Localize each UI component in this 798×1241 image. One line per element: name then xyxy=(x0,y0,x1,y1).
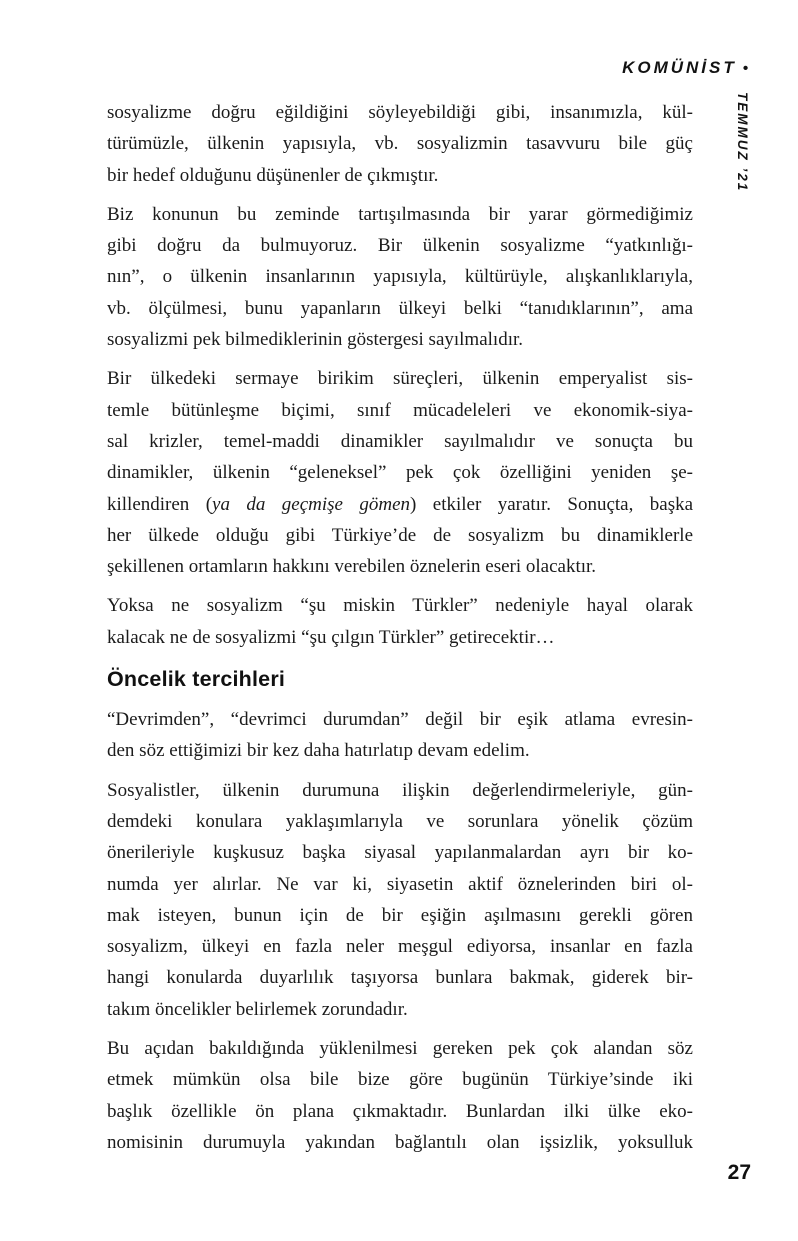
text-line: sosyalizme doğru eğildiğini söyleyebildiği gibi, insanımızla, kül- xyxy=(107,102,693,123)
paragraph xyxy=(107,590,693,653)
paragraph xyxy=(107,363,693,582)
text-line: etmek mümkün olsa bile bize göre bugünün Türkiye’sinde iki xyxy=(107,1069,693,1091)
magazine-title: KOMÜNİST xyxy=(622,58,737,77)
paragraph xyxy=(107,775,693,1025)
text-segment: killendiren ( xyxy=(107,493,213,515)
text-line: den söz ettiğimizi bir kez daha hatırlatıp devam edelim. xyxy=(107,740,530,762)
text-line: sal krizler, temel-maddi dinamikler sayılmalıdır ve sonuçta bu xyxy=(107,430,693,452)
text-line: bir hedef olduğunu düşünenler de çıkmıştır. xyxy=(107,164,439,186)
text-line: demdeki konulara yaklaşımlarıyla ve sorunlara yönelik çözüm xyxy=(107,810,693,832)
text-line: her ülkede olduğu gibi Türkiye’de de sosyalizm bu dinamiklerle xyxy=(107,524,693,546)
text-line: vb. ölçülmesi, bunu yapanların ülkeyi belki “tanıdıklarının”, ama xyxy=(107,297,693,319)
text-line: Bu açıdan bakıldığında yüklenilmesi gereken pek çok alandan söz xyxy=(107,1038,693,1060)
text-line: dinamikler, ülkenin “geleneksel” pek çok özelliğini yeniden şe- xyxy=(107,462,693,484)
text-line: başlık özellikle ön plana çıkmaktadır. Bunlardan ilki ülke eko- xyxy=(107,1100,693,1122)
text-line: sosyalizmi pek bilmediklerinin göstergesi sayılmalıdır. xyxy=(107,329,524,351)
running-head xyxy=(622,58,748,78)
text-line: hangi konularda duyarlılık taşıyorsa bunlara bakmak, giderek bir- xyxy=(107,967,693,989)
text-line: Bir ülkedeki sermaye birikim süreçleri, ülkenin emperyalist sis- xyxy=(107,368,693,390)
text-line: şekillenen ortamların hakkını verebilen öznelerin eseri olacaktır. xyxy=(107,556,597,578)
text-line: gibi doğru da bulmuyoruz. Bir ülkenin sosyalizme “yatkınlığı- xyxy=(107,235,693,257)
text-line: önerileriyle kuşkusuz başka siyasal yapılanmalardan ayrı bir ko- xyxy=(107,842,693,864)
text-line: takım öncelikler belirlemek zorundadır. xyxy=(107,998,408,1020)
paragraph xyxy=(107,199,693,355)
section-heading: Öncelik tercihleri xyxy=(107,667,286,692)
text-line xyxy=(107,489,693,520)
italic-text-segment: ya da geçmişe gömen xyxy=(212,493,411,515)
header-bullet-icon: • xyxy=(742,60,748,77)
text-segment: ) etkiler yaratır. Sonuçta, başka xyxy=(410,493,694,515)
paragraph xyxy=(107,1033,693,1158)
article-body xyxy=(107,97,693,1166)
text-line: türümüzle, ülkenin yapısıyla, vb. sosyalizmin tasavvuru bile güç xyxy=(107,133,693,155)
text-line: numda yer alırlar. Ne var ki, siyasetin aktif öznelerinden biri ol- xyxy=(107,873,693,895)
text-line: “Devrimden”, “devrimci durumdan” değil bir eşik atlama evresin- xyxy=(107,709,693,731)
text-line: nın”, o ülkenin insanlarının yapısıyla, kültürüyle, alışkanlıklarıyla, xyxy=(107,266,693,288)
page-number: 27 xyxy=(727,1161,751,1184)
text-line: mak isteyen, bunun için de bir eşiğin aşılmasını gerekli gören xyxy=(107,904,693,926)
paragraph xyxy=(107,704,693,767)
issue-date-vertical: TEMMUZ ’21 xyxy=(735,92,750,193)
text-line: sosyalizm, ülkeyi en fazla neler meşgul ediyorsa, insanlar en fazla xyxy=(107,936,693,958)
paragraph xyxy=(107,97,693,191)
text-line: kalacak ne de sosyalizmi “şu çılgın Türkler” getirecektir… xyxy=(107,626,555,648)
text-line: Biz konunun bu zeminde tartışılmasında bir yarar görmediğimiz xyxy=(107,203,693,225)
text-line: nomisinin durumuyla yakından bağlantılı olan işsizlik, yoksulluk xyxy=(107,1131,693,1153)
text-line: Yoksa ne sosyalizm “şu miskin Türkler” nedeniyle hayal olarak xyxy=(107,595,693,617)
text-line: Sosyalistler, ülkenin durumuna ilişkin değerlendirmeleriyle, gün- xyxy=(107,779,693,801)
text-line: temle bütünleşme biçimi, sınıf mücadeleleri ve ekonomik-siya- xyxy=(107,399,693,421)
